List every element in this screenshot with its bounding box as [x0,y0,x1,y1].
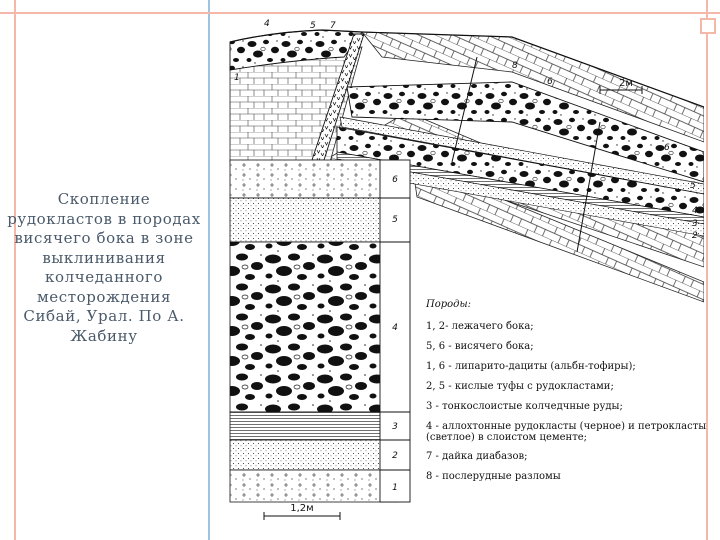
legend-item-6: 4 - аллохтонные рудокласты (черное) и петрокласты (светлое) в слоистом цементе; [426,421,707,443]
column-label-3: 3 [392,422,398,432]
legend-item-1: 1, 2- лежачего бока; [426,321,534,332]
upper-label-2: 2 [692,231,698,241]
column-layer-4 [230,242,398,412]
column-layer-3 [230,412,398,440]
stratigraphic-column [230,160,410,502]
upper-label-6a: 6 [547,77,553,87]
column-layer-2 [230,440,398,470]
legend-item-2: 5, 6 - висячего бока; [426,341,534,352]
frame-line-blue-left [208,0,210,540]
column-layer-5 [230,198,398,242]
legend-heading: Породы: [426,299,472,310]
upper-label-3: 3 [692,219,698,229]
upper-label-6b: 6 [664,143,670,153]
column-label-5: 5 [392,215,398,225]
legend-item-5: 3 - тонкослоистые колчедчные руды; [426,401,623,412]
upper-label-4: 4 [264,19,270,29]
upper-label-4b: 4 [692,206,698,216]
upper-label-1: 1 [234,73,240,83]
legend-item-4: 2, 5 - кислые туфы с рудокластами; [426,381,614,392]
upper-label-7: 7 [330,21,336,31]
lower-scale-bar [264,503,340,520]
upper-label-5b: 5 [690,181,696,191]
upper-label-8: 8 [512,61,518,71]
legend-item-3: 1, 6 - липарито-дациты (альбн-тофиры); [426,361,636,372]
column-layer-1 [230,470,398,502]
slide-title: Скопление рудокластов в породах висячего бока в зоне выклинивания колчеданного месторождения Сибай, Урал. По А. Жабину [7,190,201,345]
column-label-4: 4 [392,323,398,333]
column-layer-6 [230,160,398,198]
upper-label-5: 5 [310,21,316,31]
legend-item-8: 8 - послерудные разломы [426,471,561,482]
upper-scale-label: 2м [619,78,633,89]
column-label-6: 6 [392,175,398,185]
legend-item-7: 7 - дайка диабазов; [426,451,528,462]
column-label-1: 1 [392,483,398,493]
column-label-2: 2 [392,451,398,461]
legend [426,299,712,491]
lower-scale-label: 1,2м [290,503,314,514]
